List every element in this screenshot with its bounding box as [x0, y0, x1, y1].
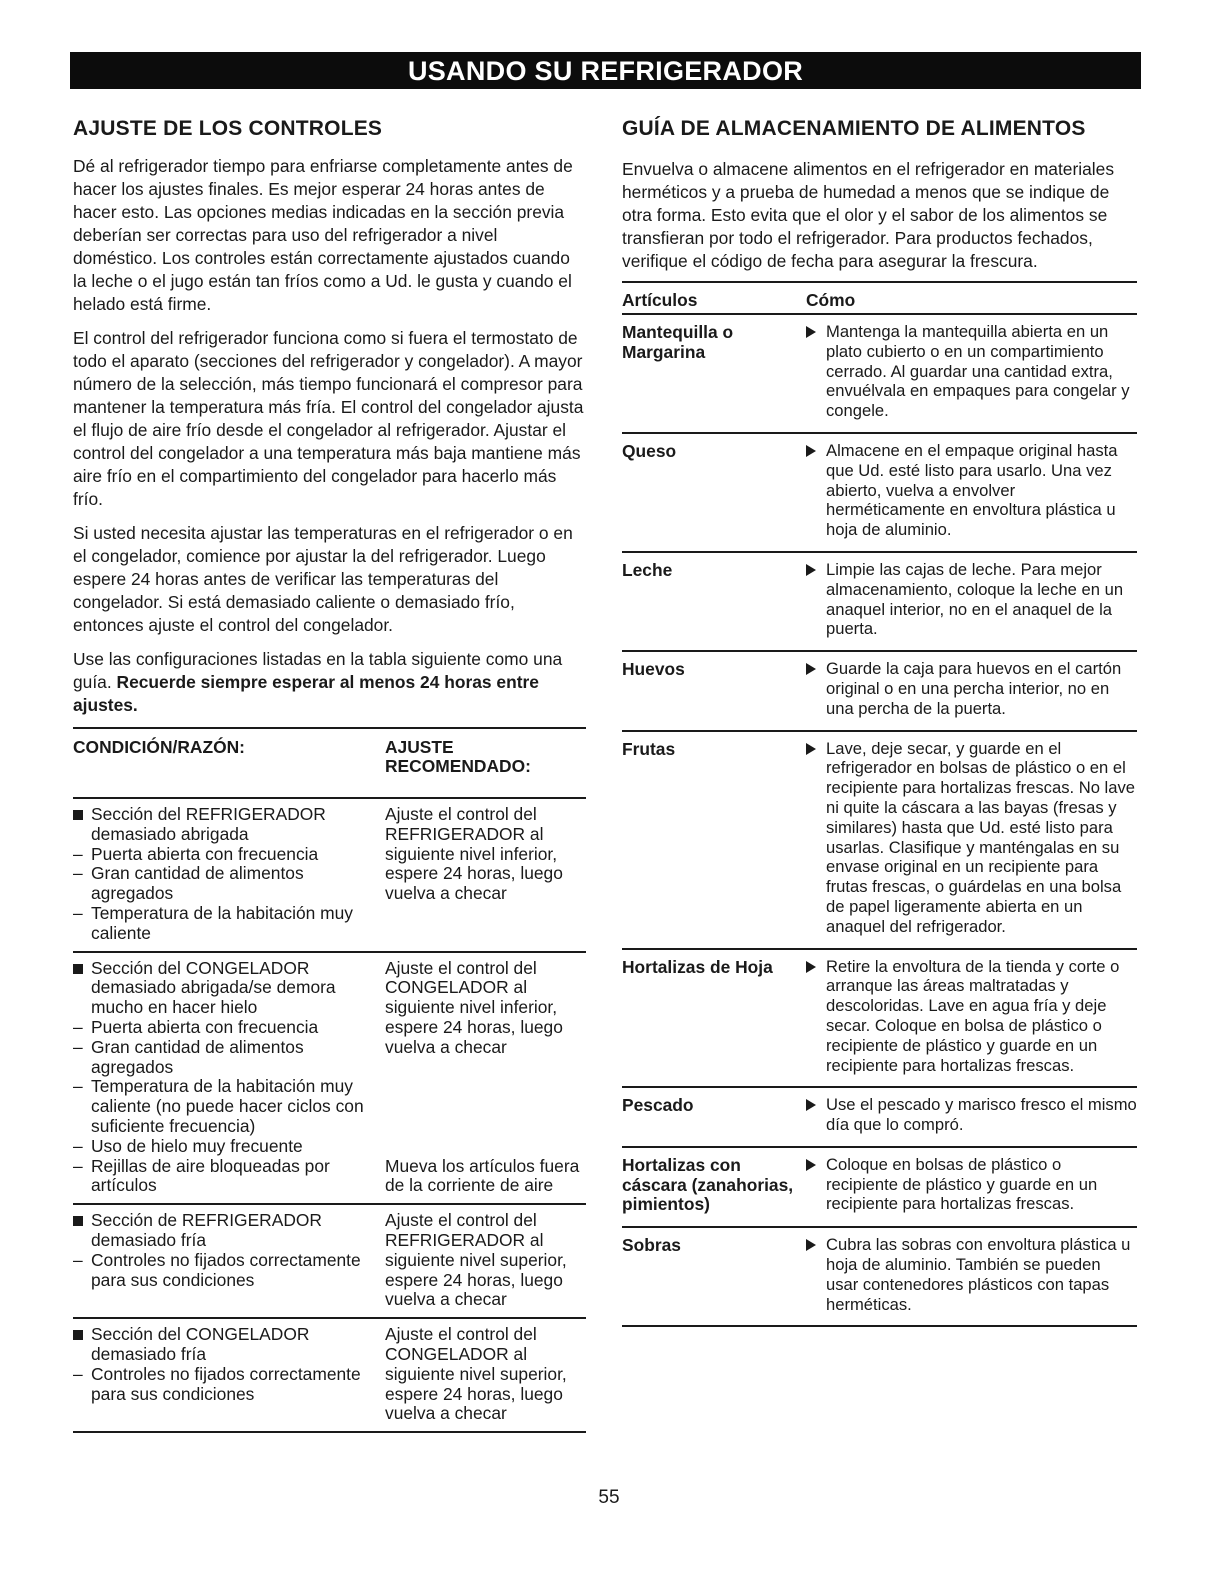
table-row	[622, 1226, 1137, 1327]
dash-bullet-icon: –	[73, 1155, 83, 1176]
storage-instruction	[806, 739, 1137, 937]
table-row	[73, 799, 586, 953]
table-row	[73, 953, 586, 1206]
recommended-setting: Ajuste el control del REFRIGERADOR al siguiente nivel superior, espere 24 horas, luego vuelva a checar	[385, 1210, 567, 1310]
condition-detail: Puerta abierta con frecuencia	[91, 1016, 319, 1037]
storage-table-header	[622, 283, 1137, 313]
square-bullet-icon	[73, 959, 91, 1018]
condition-main: Sección del REFRIGERADOR demasiado abrigada	[91, 804, 326, 844]
condition-detail: Temperatura de la habitación muy caliente	[91, 902, 353, 943]
food-item: Pescado	[622, 1095, 694, 1116]
recommended-setting-alt: Mueva los artículos fuera de la corriente de aire	[385, 1155, 580, 1196]
square-bullet-icon	[73, 805, 91, 845]
storage-instruction	[806, 659, 1137, 718]
settings-table	[73, 727, 586, 1433]
triangle-bullet-icon	[806, 1095, 826, 1135]
storage-table	[622, 281, 1137, 1327]
storage-instruction-text: Retire la envoltura de la tienda y corte o arranque las áreas maltratadas y descoloridas. Lave en agua fría y deje secar. Coloque en bolsa de plástico o recipiente de plástico y guarde en un recipiente para hortalizas frescas.	[826, 956, 1120, 1075]
setting-header-line-2: RECOMENDADO:	[385, 756, 531, 776]
table-row	[73, 1205, 586, 1319]
storage-instruction	[806, 1095, 1137, 1135]
storage-guide-section	[622, 116, 1137, 1327]
dash-bullet-icon: –	[73, 1076, 83, 1097]
food-item: Frutas	[622, 738, 676, 759]
dash-bullet-icon: –	[73, 843, 83, 864]
controls-paragraph-4-bold: Recuerde siempre esperar al menos 24 horas entre ajustes.	[73, 672, 539, 715]
food-item: Hortalizas con cáscara (zanahorias, pimientos)	[622, 1154, 794, 1215]
condition-main: Sección de REFRIGERADOR demasiado fría	[91, 1210, 322, 1250]
setting-header	[385, 738, 586, 797]
condition-detail: Puerta abierta con frecuencia	[91, 843, 319, 864]
square-bullet-icon	[73, 1211, 91, 1251]
storage-instruction	[806, 957, 1137, 1076]
controls-paragraph-2: El control del refrigerador funciona como si fuera el termostato de todo el aparato (secciones del refrigerador y congelador). A mayor número de la selección, más tiempo funcionará el compresor para mantener la temperatura más fría. El control del congelador ajusta el flujo de aire frío desde el congelador al refrigerador. Ajustar el control del congelador a una temperatura más baja mantiene más aire frío en el compartimiento del congelador para hacerlo más frío.	[73, 328, 584, 509]
triangle-bullet-icon	[806, 322, 826, 421]
storage-instruction	[806, 1235, 1137, 1314]
condition-detail: Gran cantidad de alimentos agregados	[91, 863, 304, 904]
storage-instruction-text: Use el pescado y marisco fresco el mismo día que lo compró.	[826, 1095, 1137, 1135]
dash-bullet-icon: –	[73, 1016, 83, 1037]
table-row	[622, 432, 1137, 551]
food-item: Hortalizas de Hoja	[622, 956, 773, 977]
condition-header: CONDICIÓN/RAZÓN:	[73, 737, 245, 757]
storage-instruction-text: Lave, deje secar, y guarde en el refrigerador en bolsas de plástico o en el recipiente para hortalizas frescas. No lave ni quite la cáscara a las bayas (fresas y similares) hasta que Ud. esté listo para usarlas. Clasifique y manténgalas en su envase original en un recipiente para frutas frescas, o guárdelas en una bolsa de papel ligeramente abierta en un anaquel del refrigerador.	[826, 738, 1135, 936]
page-banner: USANDO SU REFRIGERADOR	[70, 52, 1141, 89]
storage-instruction	[806, 560, 1137, 639]
dash-bullet-icon: –	[73, 902, 83, 923]
dash-bullet-icon: –	[73, 1363, 83, 1384]
controls-paragraph-1: Dé al refrigerador tiempo para enfriarse completamente antes de hacer los ajustes finales. Es mejor esperar 24 horas antes de hacer esto. Las opciones medias indicadas en la sección previa deberían ser correctas para uso del refrigerador a nivel doméstico. Los controles están correctamente ajustados cuando la leche o el jugo están tan fríos como a Ud. le gusta y cuando el helado está firme.	[73, 156, 573, 314]
storage-instruction-text: Cubra las sobras con envoltura plástica u hoja de aluminio. También se pueden usar contenedores plásticos con tapas herméticas.	[826, 1235, 1131, 1314]
storage-guide-intro: Envuelva o almacene alimentos en el refrigerador en materiales herméticos y a prueba de humedad a menos que se indique de otra forma. Esto evita que el olor y el sabor de los alimentos se transfieran por todo el refrigerador. Para productos fechados, verifique el código de fecha para asegurar la frescura.	[622, 159, 1115, 271]
food-item: Leche	[622, 559, 673, 580]
condition-main: Sección del CONGELADOR demasiado fría	[91, 1324, 310, 1364]
settings-table-header	[73, 729, 586, 799]
storage-instruction-text: Mantenga la mantequilla abierta en un plato cubierto o en un compartimiento cerrado. Al guardar una cantidad extra, envuélvala en empaques para congelar y congele.	[826, 322, 1130, 421]
triangle-bullet-icon	[806, 659, 826, 718]
table-row	[622, 730, 1137, 948]
food-item: Huevos	[622, 659, 685, 680]
dash-bullet-icon: –	[73, 863, 83, 884]
setting-header-line-1: AJUSTE	[385, 737, 454, 757]
food-item: Mantequilla o Margarina	[622, 322, 734, 362]
storage-instruction-text: Guarde la caja para huevos en el cartón original o en una percha interior, no en una percha de la puerta.	[826, 659, 1122, 718]
recommended-setting: Ajuste el control del CONGELADOR al siguiente nivel inferior, espere 24 horas, luego vuelva a checar	[385, 957, 563, 1057]
storage-instruction	[806, 441, 1137, 540]
page-number: 55	[598, 1487, 620, 1508]
dash-bullet-icon: –	[73, 1036, 83, 1057]
controls-section	[73, 116, 586, 1433]
controls-title: AJUSTE DE LOS CONTROLES	[73, 117, 383, 140]
condition-detail: Temperatura de la habitación muy caliente (no puede hacer ciclos con suficiente frecuencia)	[91, 1076, 364, 1136]
controls-paragraph-3: Si usted necesita ajustar las temperaturas en el refrigerador o en el congelador, comience por ajustar la del refrigerador. Luego espere 24 horas antes de verificar las temperaturas del congelador. Si está demasiado caliente o demasiado frío, entonces ajuste el control del congelador.	[73, 523, 573, 635]
condition-detail: Controles no fijados correctamente para sus condiciones	[91, 1249, 361, 1290]
condition-detail: Controles no fijados correctamente para sus condiciones	[91, 1363, 361, 1404]
items-header: Artículos	[622, 290, 698, 310]
triangle-bullet-icon	[806, 441, 826, 540]
table-row	[622, 1086, 1137, 1146]
triangle-bullet-icon	[806, 739, 826, 937]
condition-main: Sección del CONGELADOR demasiado abrigada/se demora mucho en hacer hielo	[91, 957, 336, 1018]
square-bullet-icon	[73, 1325, 91, 1365]
table-row	[622, 313, 1137, 432]
table-row	[622, 650, 1137, 729]
storage-instruction	[806, 322, 1137, 421]
food-item: Sobras	[622, 1235, 681, 1256]
recommended-setting: Ajuste el control del CONGELADOR al siguiente nivel superior, espere 24 horas, luego vuelva a checar	[385, 1324, 567, 1424]
controls-paragraph-4	[73, 648, 586, 717]
food-item: Queso	[622, 440, 677, 461]
dash-bullet-icon: –	[73, 1135, 83, 1156]
triangle-bullet-icon	[806, 957, 826, 1076]
table-row	[622, 1146, 1137, 1226]
recommended-setting: Ajuste el control del REFRIGERADOR al siguiente nivel inferior, espere 24 horas, luego vuelva a checar	[385, 804, 563, 904]
table-row	[73, 1319, 586, 1433]
storage-instruction-text: Limpie las cajas de leche. Para mejor almacenamiento, coloque la leche en un anaquel interior, no en el anaquel de la puerta.	[826, 559, 1124, 639]
condition-detail: Gran cantidad de alimentos agregados	[91, 1036, 304, 1077]
table-row	[622, 551, 1137, 650]
condition-detail: Uso de hielo muy frecuente	[91, 1135, 303, 1156]
storage-instruction	[806, 1155, 1137, 1215]
controls-paragraph-4-text: Use las configuraciones listadas en la tabla siguiente como una guía.	[73, 649, 563, 692]
storage-guide-title: GUÍA DE ALMACENAMIENTO DE ALIMENTOS	[622, 117, 1086, 140]
storage-instruction-text: Almacene en el empaque original hasta que Ud. esté listo para usarlo. Una vez abierto, vuelva a envolver herméticamente en envoltura plástica u hoja de aluminio.	[826, 440, 1118, 540]
triangle-bullet-icon	[806, 1155, 826, 1215]
storage-instruction-text: Coloque en bolsas de plástico o recipiente de plástico y guarde en un recipiente para hortalizas frescas.	[826, 1154, 1098, 1214]
condition-detail: Rejillas de aire bloqueadas por artículos	[91, 1155, 330, 1196]
table-row	[622, 948, 1137, 1087]
how-header: Cómo	[806, 290, 856, 310]
dash-bullet-icon: –	[73, 1249, 83, 1270]
triangle-bullet-icon	[806, 1235, 826, 1314]
triangle-bullet-icon	[806, 560, 826, 639]
